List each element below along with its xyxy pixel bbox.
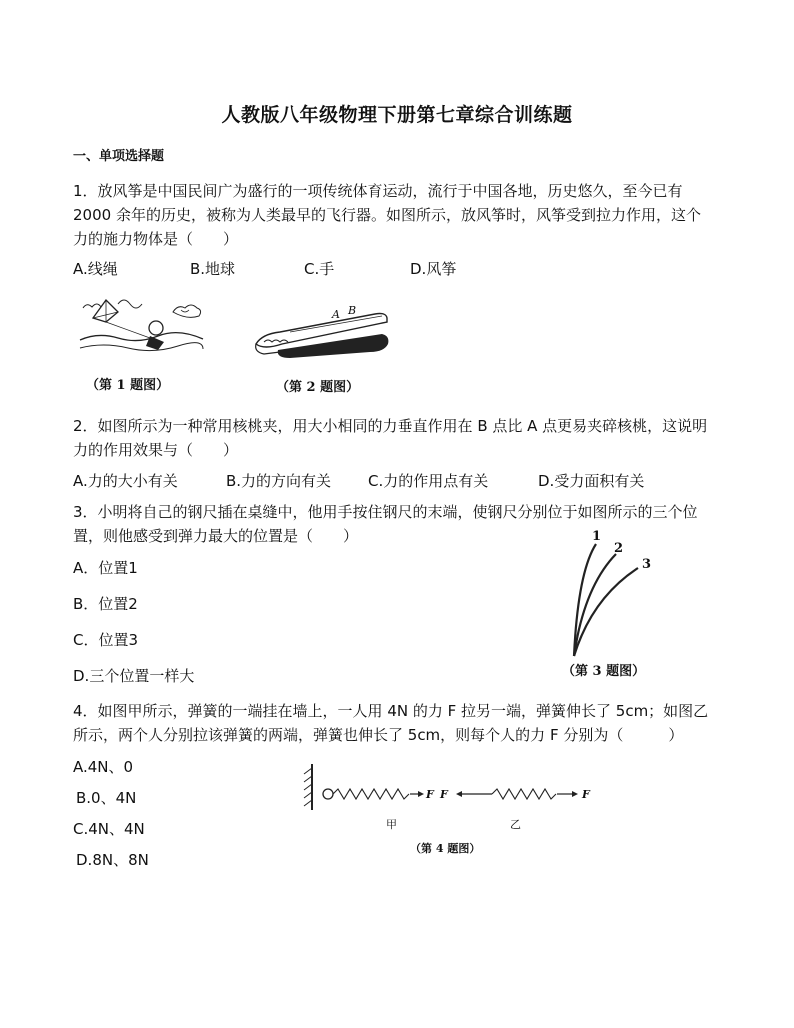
question-4-option-a: A.4N、0 — [73, 758, 134, 776]
question-3-option-d: D.三个位置一样大 — [73, 667, 195, 685]
force-label-yi-right: F — [582, 788, 590, 801]
label-yi: 乙 — [510, 818, 521, 831]
question-2-line-2: 力的作用效果与（ ） — [73, 441, 239, 459]
question-3-option-a: A．位置1 — [73, 559, 138, 577]
question-2-option-a: A.力的大小有关 — [73, 472, 178, 490]
question-2-option-d: D.受力面积有关 — [538, 472, 645, 490]
question-1-option-a: A.线绳 — [73, 260, 118, 278]
position-3-label: 3 — [642, 557, 652, 572]
question-1-option-c: C.手 — [304, 260, 335, 278]
force-label-yi-left: F — [440, 788, 448, 801]
figure-2-caption: （第 2 题图） — [276, 380, 360, 395]
question-1-line-1: 1．放风筝是中国民间广为盛行的一项传统体育运动，流行于中国各地，历史悠久，至今已有 — [73, 182, 683, 200]
question-1-option-d: D.风筝 — [410, 260, 457, 278]
label-a: A — [332, 308, 340, 321]
position-2-label: 2 — [614, 541, 624, 556]
question-4-option-b: B.0、4N — [76, 789, 137, 807]
question-3-line-2: 置，则他感受到弹力最大的位置是（ ） — [73, 527, 359, 545]
kite-figure — [78, 292, 208, 362]
figure-3-caption: （第 3 题图） — [562, 664, 646, 679]
question-1-line-2: 2000 余年的历史，被称为人类最早的飞行器。如图所示，放风筝时，风筝受到拉力作用，这个 — [73, 206, 701, 224]
position-1-label: 1 — [592, 529, 602, 544]
force-label-jia: F — [426, 788, 434, 801]
question-3-option-b: B．位置2 — [73, 595, 138, 613]
question-4-line-2: 所示，两个人分别拉该弹簧的两端，弹簧也伸长了 5cm，则每个人的力 F 分别为（ ） — [73, 726, 684, 744]
question-1-option-b: B.地球 — [190, 260, 236, 278]
label-jia: 甲 — [386, 818, 397, 831]
figure-4-caption: （第 4 题图） — [410, 842, 481, 855]
question-4-option-d: D.8N、8N — [76, 851, 149, 869]
question-3-line-1: 3．小明将自己的钢尺插在桌缝中，他用手按住钢尺的末端，使钢尺分别位于如图所示的三个位 — [73, 503, 698, 521]
question-1-line-3: 力的施力物体是（ ） — [73, 230, 239, 248]
question-2-option-c: C.力的作用点有关 — [368, 472, 489, 490]
question-4-option-c: C.4N、4N — [73, 820, 145, 838]
nutcracker-figure — [250, 300, 395, 364]
section-heading: 一、单项选择题 — [73, 149, 165, 164]
ruler-figure — [560, 529, 670, 662]
question-2-line-1: 2．如图所示为一种常用核桃夹，用大小相同的力垂直作用在 B 点比 A 点更易夹碎核桃，这说明 — [73, 417, 708, 435]
page-title: 人教版八年级物理下册第七章综合训练题 — [221, 104, 573, 126]
question-2-option-b: B.力的方向有关 — [226, 472, 332, 490]
label-b: B — [348, 304, 357, 317]
question-4-line-1: 4．如图甲所示，弹簧的一端挂在墙上，一人用 4N 的力 F 拉另一端，弹簧伸长了 5cm；如图乙 — [73, 702, 709, 720]
question-3-option-c: C．位置3 — [73, 631, 139, 649]
figure-1-caption: （第 1 题图） — [86, 378, 170, 393]
